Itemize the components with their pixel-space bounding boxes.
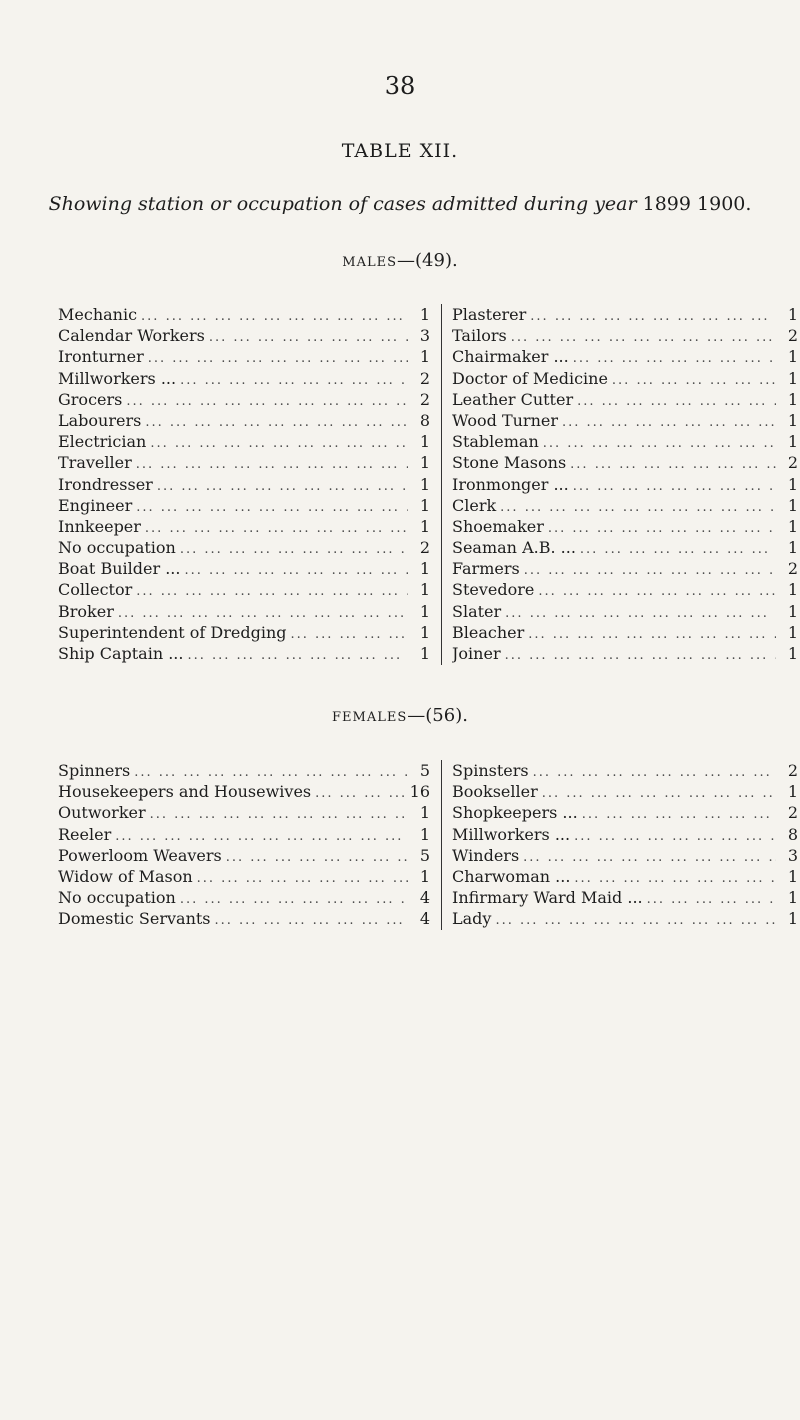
dot-leader [543, 433, 776, 452]
table-row [58, 558, 430, 579]
table-row [452, 866, 798, 887]
dot-leader [180, 370, 408, 389]
males-count: —(49). [397, 250, 458, 271]
table-row [58, 845, 430, 866]
females-heading [0, 705, 800, 726]
case-count: 1 [419, 803, 430, 823]
table-row [58, 389, 430, 410]
occupation-name: Superintendent of Dredging [58, 622, 287, 642]
table-row [452, 781, 798, 802]
subtitle-years: 1899 1900. [642, 193, 752, 215]
table-row [452, 824, 798, 845]
table-title: TABLE XII. [341, 140, 459, 162]
table-row [452, 346, 798, 367]
dot-leader [145, 412, 408, 431]
case-count: 1 [419, 622, 430, 642]
occupation-name: Broker [58, 601, 114, 621]
females-right-column [441, 760, 798, 930]
table-row [452, 760, 798, 781]
dot-leader [209, 327, 408, 346]
occupation-name: Stevedore [452, 580, 535, 600]
table-row [58, 908, 430, 929]
dot-leader [574, 826, 776, 845]
table-row [58, 866, 430, 887]
table-row [58, 802, 430, 823]
occupation-name: Outworker [58, 803, 146, 823]
table-row [58, 346, 430, 367]
dot-leader [574, 868, 776, 887]
occupation-name: Bleacher [452, 622, 525, 642]
case-count: 2 [419, 368, 430, 388]
occupation-name: Stableman [452, 432, 539, 452]
table-row [452, 389, 798, 410]
table-row [58, 887, 430, 908]
occupation-name: Domestic Servants [58, 909, 211, 929]
dot-leader [136, 497, 408, 516]
table-row [58, 781, 430, 802]
table-row [452, 368, 798, 389]
case-count: 4 [419, 888, 430, 908]
dot-leader [505, 645, 776, 664]
males-left-column [58, 304, 430, 664]
females-table [58, 760, 798, 930]
occupation-name: Winders [452, 845, 520, 865]
table-row [452, 474, 798, 495]
dot-leader [612, 370, 776, 389]
table-row [58, 431, 430, 452]
case-count: 1 [787, 516, 798, 536]
dot-leader [180, 539, 408, 558]
table-row [58, 474, 430, 495]
dot-leader [226, 847, 408, 866]
table-row [452, 431, 798, 452]
dot-leader [528, 624, 776, 643]
table-row [58, 516, 430, 537]
table-row [58, 368, 430, 389]
occupation-name: Powerloom Weavers [58, 845, 222, 865]
table-row [58, 824, 430, 845]
case-count: 1 [787, 368, 798, 388]
table-row [452, 452, 798, 473]
males-heading [0, 250, 800, 271]
dot-leader [542, 783, 776, 802]
table-row [452, 802, 798, 823]
occupation-name: Boat Builder ... [58, 559, 181, 579]
dot-leader [524, 560, 776, 579]
table-row [452, 325, 798, 346]
table-row [452, 495, 798, 516]
dot-leader [577, 391, 776, 410]
table-row [452, 845, 798, 866]
females-count: —(56). [407, 705, 468, 726]
case-count: 1 [419, 601, 430, 621]
table-row [452, 908, 798, 929]
table-row [452, 304, 798, 325]
case-count: 1 [419, 824, 430, 844]
case-count: 2 [787, 453, 798, 473]
table-row [452, 516, 798, 537]
case-count: 3 [787, 845, 798, 865]
occupation-name: Engineer [58, 495, 133, 515]
case-count: 1 [787, 580, 798, 600]
dot-leader [548, 518, 776, 537]
dot-leader [184, 560, 408, 579]
occupation-name: Shoemaker [452, 516, 544, 536]
table-row [58, 304, 430, 325]
dot-leader [538, 581, 776, 600]
table-row [452, 558, 798, 579]
dot-leader [136, 581, 408, 600]
case-count: 1 [419, 495, 430, 515]
occupation-name: Stone Masons [452, 453, 567, 473]
case-count: 5 [419, 761, 430, 780]
table-row [58, 495, 430, 516]
dot-leader [582, 804, 776, 823]
case-count: 1 [419, 644, 430, 663]
table-row [452, 601, 798, 622]
case-count: 1 [419, 559, 430, 579]
occupation-name: Shopkeepers ... [452, 803, 578, 823]
females-label: FEMALES [332, 710, 408, 725]
case-count: 1 [419, 580, 430, 600]
case-count: 1 [787, 305, 798, 324]
occupation-name: Ship Captain ... [58, 644, 184, 663]
occupation-name: Ironturner [58, 347, 144, 367]
dot-leader [157, 476, 408, 495]
occupation-name: Calendar Workers [58, 326, 205, 346]
table-row [452, 410, 798, 431]
case-count: 2 [787, 761, 798, 780]
table-row [452, 537, 798, 558]
table-row [58, 760, 430, 781]
case-count: 1 [787, 601, 798, 621]
table-row [58, 643, 430, 664]
dot-leader [180, 889, 408, 908]
case-count: 1 [787, 347, 798, 367]
dot-leader [134, 762, 408, 781]
dot-leader [562, 412, 776, 431]
dot-leader [570, 454, 776, 473]
occupation-name: Millworkers ... [452, 824, 571, 844]
occupation-name: Joiner [452, 644, 501, 663]
dot-leader [573, 348, 776, 367]
case-count: 1 [787, 782, 798, 802]
case-count: 16 [409, 782, 430, 802]
case-count: 4 [419, 909, 430, 929]
occupation-name: Plasterer [452, 305, 527, 324]
case-count: 1 [419, 866, 430, 886]
occupation-name: Leather Cutter [452, 389, 574, 409]
occupation-name: Reeler [58, 824, 112, 844]
case-count: 1 [787, 644, 798, 663]
case-count: 3 [419, 326, 430, 346]
case-count: 1 [787, 622, 798, 642]
dot-leader [511, 327, 776, 346]
occupation-name: Tailors [452, 326, 507, 346]
occupation-name: Labourers [58, 410, 142, 430]
dot-leader [150, 433, 408, 452]
occupation-name: Traveller [58, 453, 132, 473]
dot-leader [291, 624, 408, 643]
case-count: 1 [787, 538, 798, 558]
table-row [58, 622, 430, 643]
case-count: 1 [787, 432, 798, 452]
dot-leader [187, 645, 408, 664]
occupation-name: Doctor of Medicine [452, 368, 608, 388]
occupation-name: No occupation [58, 538, 176, 558]
case-count: 5 [419, 845, 430, 865]
table-row [58, 579, 430, 600]
case-count: 2 [787, 803, 798, 823]
dot-leader [150, 804, 408, 823]
dot-leader [126, 391, 408, 410]
occupation-name: Wood Turner [452, 410, 558, 430]
occupation-name: Chairmaker ... [452, 347, 569, 367]
table-row [58, 410, 430, 431]
occupation-name: Lady [452, 909, 492, 929]
case-count: 2 [787, 326, 798, 346]
page-number: 38 [384, 72, 416, 100]
occupation-name: Mechanic [58, 305, 138, 324]
occupation-name: Charwoman ... [452, 866, 571, 886]
occupation-name: Widow of Mason [58, 866, 193, 886]
occupation-name: Infirmary Ward Maid ... [452, 888, 643, 908]
occupation-name: Ironmonger ... [452, 474, 569, 494]
table-row [58, 325, 430, 346]
dot-leader [118, 603, 408, 622]
females-left-column [58, 760, 430, 930]
occupation-name: Housekeepers and Housewives [58, 782, 312, 802]
occupation-name: Collector [58, 580, 133, 600]
dot-leader [523, 847, 776, 866]
case-count: 1 [787, 389, 798, 409]
table-row [452, 643, 798, 664]
case-count: 1 [419, 516, 430, 536]
males-right-column [441, 304, 798, 665]
case-count: 1 [419, 305, 430, 324]
dot-leader [573, 476, 776, 495]
case-count: 2 [787, 559, 798, 579]
occupation-name: Farmers [452, 559, 520, 579]
case-count: 1 [787, 474, 798, 494]
dot-leader [115, 826, 408, 845]
dot-leader [145, 518, 408, 537]
table-row [452, 579, 798, 600]
dot-leader [136, 454, 408, 473]
subtitle-text: Showing station or occupation of cases admitted during year [48, 193, 637, 215]
dot-leader [580, 539, 776, 558]
dot-leader [315, 783, 408, 802]
occupation-name: Spinsters [452, 761, 529, 780]
dot-leader [495, 910, 776, 929]
case-count: 2 [419, 389, 430, 409]
table-subtitle [0, 193, 800, 215]
males-table [58, 304, 798, 665]
case-count: 1 [787, 888, 798, 908]
case-count: 1 [787, 866, 798, 886]
dot-leader [505, 603, 776, 622]
case-count: 1 [419, 432, 430, 452]
dot-leader [500, 497, 776, 516]
dot-leader [197, 868, 408, 887]
case-count: 1 [419, 474, 430, 494]
case-count: 1 [787, 410, 798, 430]
occupation-name: Innkeeper [58, 516, 141, 536]
occupation-name: Seaman A.B. ... [452, 538, 576, 558]
occupation-name: Grocers [58, 389, 123, 409]
case-count: 1 [419, 453, 430, 473]
case-count: 8 [419, 410, 430, 430]
case-count: 1 [787, 495, 798, 515]
occupation-name: Electrician [58, 432, 147, 452]
dot-leader [215, 910, 408, 929]
occupation-name: Spinners [58, 761, 131, 780]
case-count: 8 [787, 824, 798, 844]
occupation-name: Clerk [452, 495, 497, 515]
occupation-name: Irondresser [58, 474, 153, 494]
dot-leader [533, 762, 776, 781]
males-label: MALES [342, 255, 398, 270]
occupation-name: Slater [452, 601, 502, 621]
occupation-name: No occupation [58, 888, 176, 908]
table-row [58, 601, 430, 622]
table-row [58, 537, 430, 558]
dot-leader [647, 889, 776, 908]
case-count: 1 [419, 347, 430, 367]
dot-leader [141, 306, 408, 325]
table-row [452, 622, 798, 643]
dot-leader [530, 306, 776, 325]
case-count: 2 [419, 538, 430, 558]
dot-leader [148, 348, 408, 367]
case-count: 1 [787, 909, 798, 929]
occupation-name: Bookseller [452, 782, 538, 802]
table-row [452, 887, 798, 908]
occupation-name: Millworkers ... [58, 368, 177, 388]
table-row [58, 452, 430, 473]
